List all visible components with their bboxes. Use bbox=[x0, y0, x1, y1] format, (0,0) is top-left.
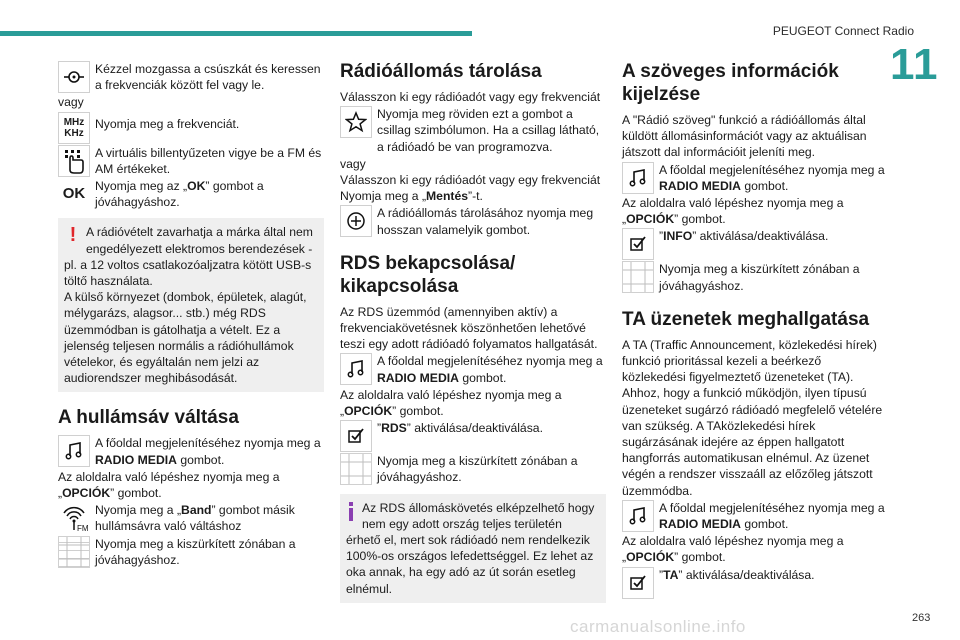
instruction-row bbox=[622, 261, 888, 293]
instruction-text: Nyomja meg a kiszürkített zónában a jóváhagyáshoz. bbox=[659, 262, 860, 293]
info-icon bbox=[348, 502, 354, 520]
music-note-icon bbox=[622, 500, 654, 532]
instruction-row bbox=[622, 228, 888, 260]
text-part: Nyomja meg a „ bbox=[340, 189, 427, 204]
text-part: ” gombot. bbox=[674, 212, 726, 227]
text-part: ”-t. bbox=[468, 189, 483, 204]
instruction-row bbox=[58, 536, 324, 568]
grey-zone-icon bbox=[340, 453, 372, 485]
text-part: ” aktiválása/deaktiválása. bbox=[406, 421, 543, 436]
checkbox-icon bbox=[622, 567, 654, 599]
options-keyword: OPCIÓK bbox=[344, 404, 393, 419]
instruction-row bbox=[340, 205, 606, 237]
text-part: Az aloldalra való lépéshez nyomja meg a „ bbox=[58, 469, 280, 501]
text-part: ” aktiválása/deaktiválása. bbox=[692, 229, 829, 244]
paragraph bbox=[340, 387, 606, 419]
warning-icon: ! bbox=[69, 224, 77, 247]
text-part: ” gombot. bbox=[674, 550, 726, 565]
info-box bbox=[340, 494, 606, 603]
text-part: Az aloldalra való lépéshez nyomja meg a „ bbox=[622, 534, 844, 565]
text-part: ” aktiválása/deaktiválása. bbox=[678, 567, 815, 582]
music-note-icon bbox=[340, 353, 372, 385]
section-heading: A hullámsáv váltása bbox=[58, 407, 239, 429]
options-keyword: OPCIÓK bbox=[626, 550, 675, 565]
text-part: A főoldal megjelenítéséhez nyomja meg a bbox=[95, 436, 321, 451]
instruction-text bbox=[95, 435, 324, 467]
or-text: vagy bbox=[58, 95, 84, 110]
instruction-text: Nyomja meg röviden ezt a gombot a csillag szimbólumon. Ha a csillag látható, a rádióadó be van programozva. bbox=[377, 107, 600, 154]
instruction-text: A virtuális billentyűzeten vigye be a FM és AM értékeket. bbox=[95, 145, 322, 176]
text-part: ” gombot a jóváhagyáshoz. bbox=[95, 179, 264, 210]
text-part: Nyomja meg a „ bbox=[95, 503, 182, 518]
instruction-row bbox=[340, 106, 606, 155]
instruction-text bbox=[659, 228, 888, 244]
text-part: Nyomja meg az „ bbox=[95, 179, 188, 194]
instruction-text: Nyomja meg a frekvenciát. bbox=[95, 116, 240, 131]
text-part: gombot. bbox=[740, 517, 789, 532]
instruction-text: Kézzel mozgassa a csúszkát és keressen a frekvenciák között fel vagy le. bbox=[95, 62, 321, 93]
text-part: gombot. bbox=[458, 370, 507, 385]
warning-text: A rádióvételt zavarhatja a márka által nem engedélyezett elektromos berendezések - pl. a 12 voltos csatlakozóaljzatra kötött USB-s töltő használata. A külső környezet (dombok, épületek, alagút, mélygarázs, alagsor... stb.) még RDS üzemmódban is gátolhatja a vételt. Ez a jelenség teljesen normális a rádióhullámok vételekor, és egyáltalán nem jelzi az audiorendszer meghibásodását. bbox=[64, 225, 313, 386]
header-title: PEUGEOT Connect Radio bbox=[772, 24, 914, 38]
instruction-text bbox=[659, 567, 888, 583]
paragraph: A TA (Traffic Announcement, közlekedési hírek) funkció prioritással kezeli a beérkező közlekedési figyelmeztető üzeneteket (TA). Ahhoz, hogy a funkció működjön, ilyen típusú üzeneteket sugárzó rádióadó megfelelő vételére van szükség. A TAközlekedési hírek sugárzásának idejére az éppen hallgatott hangforrás automatikusan elnémul. Az üzenet végén a rendszer visszaáll az előzőleg játszott üzemmódba. bbox=[622, 337, 883, 498]
column-3 bbox=[622, 60, 888, 600]
instruction-text: A rádióállomás tárolásához nyomja meg hosszan valamelyik gombot. bbox=[377, 206, 594, 237]
paragraph: A "Rádió szöveg" funkció a rádióállomás által küldött állomásinformációt vagy az aktuálisan játszott dal információit jeleníti meg. bbox=[622, 113, 867, 160]
instruction-text bbox=[377, 420, 606, 436]
target-icon bbox=[58, 61, 90, 93]
text-part: A főoldal megjelenítéséhez nyomja meg a bbox=[659, 162, 885, 177]
paragraph bbox=[340, 188, 606, 204]
ok-keyword: OK bbox=[187, 179, 206, 194]
fm-label: FM bbox=[77, 524, 89, 534]
radio-media-keyword: RADIO MEDIA bbox=[659, 178, 741, 193]
instruction-text: Nyomja meg a kiszürkített zónában a jóváhagyáshoz. bbox=[95, 536, 296, 567]
instruction-text bbox=[95, 502, 324, 534]
music-note-icon bbox=[622, 162, 654, 194]
keypad-hand-icon bbox=[58, 145, 90, 177]
chapter-number: 11 bbox=[890, 40, 939, 89]
paragraph bbox=[622, 533, 888, 565]
column-1 bbox=[58, 60, 324, 569]
instruction-row bbox=[58, 112, 324, 144]
instruction-row bbox=[340, 353, 606, 385]
info-text: Az RDS állomáskövetés elképzelhető hogy nem egy adott ország teljes területén érhető el, mert sok rádióadó nem rendelkezik 100%-os országos lefedettséggel. Ez lehet az oka annak, ha egy adó az út során esetleg elnémul. bbox=[346, 500, 595, 596]
ok-icon bbox=[58, 178, 90, 210]
instruction-row bbox=[58, 435, 324, 467]
info-keyword: INFO bbox=[663, 229, 693, 244]
paragraph bbox=[622, 195, 888, 227]
instruction-text bbox=[95, 178, 324, 210]
checkbox-icon bbox=[622, 228, 654, 260]
grey-zone-icon bbox=[622, 261, 654, 293]
instruction-row bbox=[58, 502, 324, 534]
page-number: 263 bbox=[912, 612, 931, 624]
warning-box bbox=[58, 218, 324, 392]
instruction-row bbox=[622, 162, 888, 194]
save-keyword: Mentés bbox=[426, 189, 469, 204]
text-part: Az aloldalra való lépéshez nyomja meg a „ bbox=[340, 387, 562, 419]
plus-circle-icon bbox=[340, 205, 372, 237]
instruction-text bbox=[659, 500, 888, 532]
section-heading: TA üzenetek meghallgatása bbox=[622, 308, 870, 330]
instruction-row bbox=[58, 61, 324, 93]
text-part: ” gombot másik hullámsávra való váltáshoz bbox=[95, 503, 295, 534]
options-keyword: OPCIÓK bbox=[626, 212, 675, 227]
section-heading: RDS bekapcsolása/ kikapcsolása bbox=[340, 252, 516, 297]
mhz-khz-label: MHz KHz bbox=[63, 116, 85, 139]
text-part: gombot. bbox=[740, 178, 789, 193]
paragraph: Válasszon ki egy rádióadót vagy egy frekvenciát bbox=[340, 173, 601, 188]
band-keyword: Band bbox=[181, 503, 212, 518]
text-part: ” bbox=[659, 229, 664, 244]
text-part: ” gombot. bbox=[392, 404, 444, 419]
text-part: gombot. bbox=[176, 452, 225, 467]
radio-media-keyword: RADIO MEDIA bbox=[659, 517, 741, 532]
instruction-row bbox=[58, 178, 324, 210]
grey-zone-icon bbox=[58, 536, 90, 568]
text-part: ” gombot. bbox=[110, 486, 162, 501]
mhz-khz-icon bbox=[58, 112, 90, 144]
instruction-text: Nyomja meg a kiszürkített zónában a jóváhagyáshoz. bbox=[377, 454, 578, 485]
instruction-row bbox=[340, 453, 606, 485]
paragraph: Válasszon ki egy rádióadót vagy egy frekvenciát bbox=[340, 90, 601, 104]
rds-keyword: RDS bbox=[381, 421, 407, 436]
instruction-text bbox=[659, 162, 888, 194]
paragraph bbox=[58, 469, 324, 501]
text-part: Az aloldalra való lépéshez nyomja meg a „ bbox=[622, 196, 844, 227]
radio-media-keyword: RADIO MEDIA bbox=[377, 370, 459, 385]
ta-keyword: TA bbox=[663, 567, 679, 582]
music-note-icon bbox=[58, 435, 90, 467]
text-part: ” bbox=[377, 421, 382, 436]
checkbox-icon bbox=[340, 420, 372, 452]
header-accent-bar bbox=[0, 31, 472, 36]
watermark: carmanualsonline.info bbox=[570, 617, 746, 636]
column-2 bbox=[340, 60, 606, 609]
instruction-row bbox=[340, 420, 606, 452]
section-heading: A szöveges információk kijelzése bbox=[622, 61, 839, 105]
instruction-row bbox=[622, 500, 888, 532]
instruction-text bbox=[377, 353, 606, 385]
text-part: A főoldal megjelenítéséhez nyomja meg a bbox=[659, 500, 885, 515]
text-part: A főoldal megjelenítéséhez nyomja meg a bbox=[377, 354, 603, 369]
radio-media-keyword: RADIO MEDIA bbox=[95, 452, 177, 467]
or-text: vagy bbox=[340, 156, 366, 171]
section-heading: Rádióállomás tárolása bbox=[340, 61, 542, 82]
text-part: ” bbox=[659, 567, 664, 582]
instruction-row bbox=[622, 567, 888, 599]
paragraph: Az RDS üzemmód (amennyiben aktív) a frekvenciakövetésnek köszönhetően lehetővé teszi egy adott rádióadó folyamatos hallgatását. bbox=[340, 304, 598, 352]
star-icon bbox=[340, 106, 372, 138]
radio-fm-icon bbox=[58, 502, 90, 534]
ok-label: OK bbox=[62, 184, 86, 202]
options-keyword: OPCIÓK bbox=[62, 486, 111, 501]
instruction-row bbox=[58, 145, 324, 177]
